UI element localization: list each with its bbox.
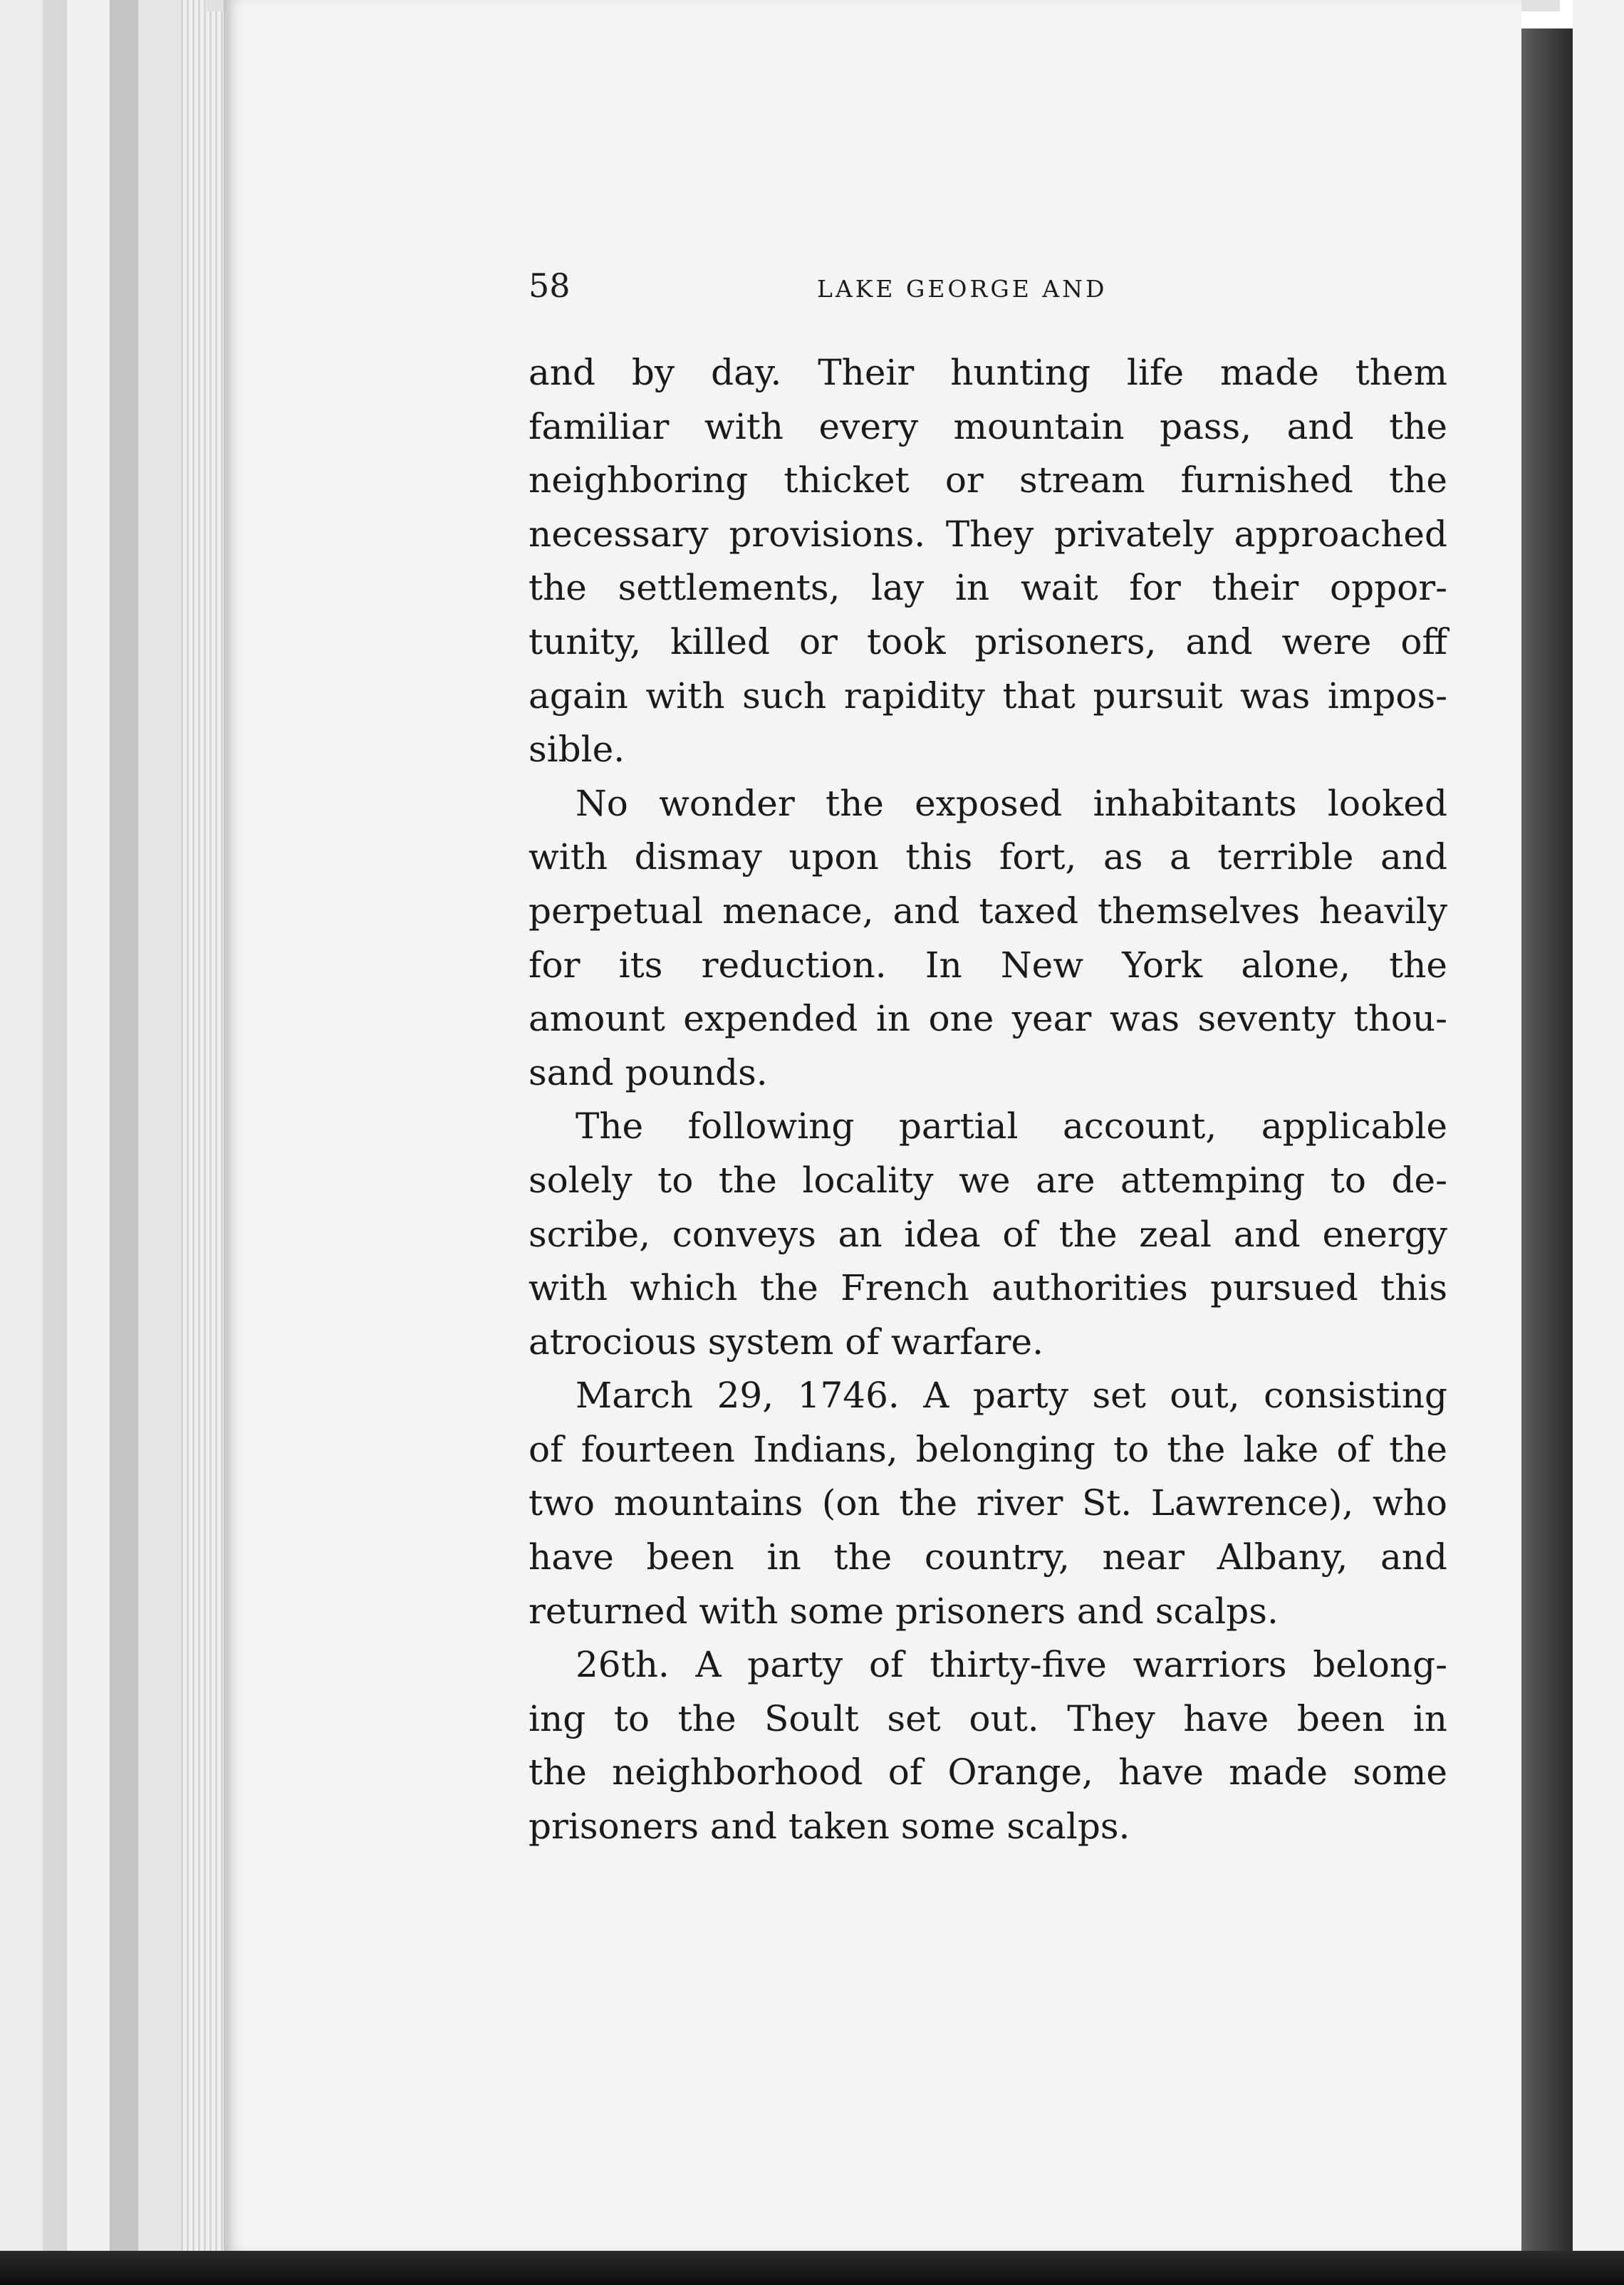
paragraph	[529, 1638, 1447, 1853]
text-line: necessary provisions. They privately approached	[529, 513, 1447, 555]
text-line: No wonder the exposed inhabitants looked	[576, 782, 1447, 824]
paragraph	[529, 1100, 1447, 1369]
text-line: atrocious system of warfare.	[529, 1321, 1044, 1363]
paragraph	[529, 346, 1447, 777]
text-line: March 29, 1746. A party set out, consisting	[576, 1375, 1447, 1417]
page-edge	[67, 0, 110, 2285]
page-edge	[110, 0, 138, 2285]
text-line: familiar with every mountain pass, and the	[529, 405, 1447, 447]
paragraph	[529, 777, 1447, 1100]
text-line: returned with some prisoners and scalps.	[529, 1590, 1279, 1632]
text-line: with dismay upon this fort, as a terrible and	[529, 836, 1447, 878]
body-text	[529, 346, 1447, 1854]
text-line: neighboring thicket or stream furnished the	[529, 459, 1447, 501]
bottom-shadow	[0, 2251, 1624, 2285]
text-line: 26th. A party of thirty-five warriors belong-	[576, 1644, 1447, 1686]
text-line: scribe, conveys an idea of the zeal and energy	[529, 1213, 1447, 1255]
facing-page-edge	[1573, 0, 1624, 2285]
book-block-edges	[181, 0, 224, 2285]
gutter-shadow	[1521, 28, 1573, 2251]
text-line: prisoners and taken some scalps.	[529, 1806, 1130, 1848]
text-line: tunity, killed or took prisoners, and were off	[529, 620, 1447, 662]
text-line: the settlements, lay in wait for their oppor-	[529, 567, 1447, 609]
text-line: again with such rapidity that pursuit was impos-	[529, 675, 1447, 717]
text-line: of fourteen Indians, belonging to the lake of the	[529, 1428, 1447, 1470]
page-number: 58	[529, 266, 571, 305]
text-line: sible.	[529, 729, 625, 771]
running-head	[529, 262, 1447, 319]
running-title: LAKE GEORGE AND	[817, 275, 1108, 303]
text-line: and by day. Their hunting life made them	[529, 352, 1447, 393]
text-line: solely to the locality we are attemping to de-	[529, 1159, 1447, 1201]
paragraph	[529, 1369, 1447, 1638]
text-line: the neighborhood of Orange, have made some	[529, 1752, 1447, 1794]
text-line: amount expended in one year was seventy thou-	[529, 998, 1447, 1040]
text-line: with which the French authorities pursued this	[529, 1267, 1447, 1309]
text-line: sand pounds.	[529, 1051, 768, 1093]
page-edge	[138, 0, 181, 2285]
text-line: two mountains (on the river St. Lawrence), who	[529, 1482, 1447, 1524]
text-line: The following partial account, applicable	[576, 1105, 1447, 1147]
page-edge	[43, 0, 67, 2285]
text-line: for its reduction. In New York alone, the	[529, 944, 1447, 986]
text-line: have been in the country, near Albany, and	[529, 1536, 1447, 1578]
text-line: ing to the Soult set out. They have been in	[529, 1697, 1447, 1739]
page-edge	[0, 0, 43, 2285]
text-line: perpetual menace, and taxed themselves heavily	[529, 890, 1447, 932]
